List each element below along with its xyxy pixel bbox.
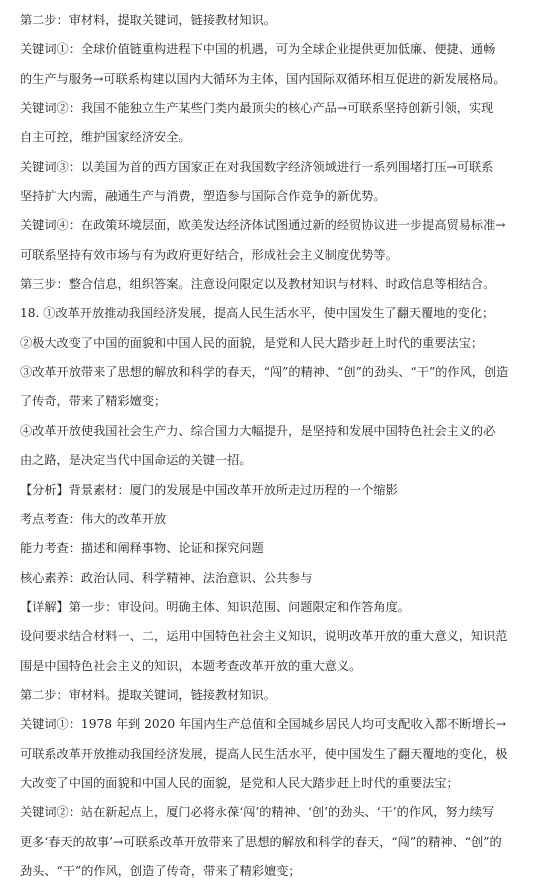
- text-line: 可联系改革开放推动我国经济发展，提高人民生活水平，使中国发生了翻天覆地的变化，极: [20, 746, 508, 761]
- text-line: 【分析】背景素材：厦门的发展是中国改革开放所走过历程的一个缩影: [20, 482, 398, 497]
- text-line: 的生产与服务→可联系构建以国内大循环为主体，国内国际双循环相互促进的新发展格局。: [20, 71, 506, 86]
- text-line: 可联系坚持有效市场与有为政府更好结合，形成社会主义制度优势等。: [20, 247, 398, 262]
- text-line: 由之路，是决定当代中国命运的关键一招。: [20, 453, 252, 468]
- text-line: ④改革开放使我国社会生产力、综合国力大幅提升，是坚持和发展中国特色社会主义的必: [20, 423, 496, 438]
- text-line: ②极大改变了中国的面貌和中国人民的面貌，是党和人民大踏步赶上时代的重要法宝；: [20, 335, 484, 350]
- text-line: 劲头、“干”的作风，创造了传奇，带来了精彩嬗变；: [20, 863, 301, 878]
- text-line: 关键词③：以美国为首的西方国家正在对我国数字经济领域进行一系列围堵打压→可联系: [20, 159, 494, 174]
- text-line: 大改变了中国的面貌和中国人民的面貌，是党和人民大踏步赶上时代的重要法宝；: [20, 775, 459, 790]
- text-line: 能力考查：描述和阐释事物、论证和探究问题: [20, 541, 264, 556]
- text-line: 第二步：审材料，提取关键词，链接教材知识。: [20, 13, 276, 27]
- text-line: 更多‘春天的故事’→可联系改革开放带来了思想的解放和科学的春天，“闯”的精神、“创”的: [20, 834, 502, 849]
- text-line: 关键词④：在政策环境层面，欧美发达经济体试图通过新的经贸协议进一步提高贸易标准→: [20, 218, 506, 233]
- text-line: ③改革开放带来了思想的解放和科学的春天，“闯”的精神、“创”的劲头、“干”的作风，创造: [20, 365, 509, 380]
- text-line: 第三步：整合信息，组织答案。注意设问限定以及教材知识与材料、时政信息等相结合。: [20, 277, 496, 292]
- text-line: 了传奇，带来了精彩嬗变；: [20, 394, 167, 409]
- text-line: 第二步：审材料。提取关键词，链接教材知识。: [20, 687, 276, 702]
- text-line: 关键词①：全球价值链重构进程下中国的机遇，可为全球企业提供更加低廉、便捷、通畅: [20, 42, 496, 57]
- text-line: 自主可控，维护国家经济安全。: [20, 130, 191, 145]
- text-line: 关键词②：站在新起点上，厦门必将永葆‘闯’的精神、‘创’的劲头、‘干’的作风，努力续写: [20, 805, 495, 820]
- text-line: 18. ①改革开放推动我国经济发展，提高人民生活水平，使中国发生了翻天覆地的变化；: [20, 306, 495, 321]
- text-line: 围是中国特色社会主义的知识，本题考查改革开放的重大意义。: [20, 658, 362, 673]
- text-line: 关键词②：我国不能独立生产某些门类内最顶尖的核心产品→可联系坚持创新引领，实现: [20, 101, 494, 116]
- text-line: 核心素养：政治认同、科学精神、法治意识、公共参与: [20, 570, 313, 585]
- text-line: 关键词①：1978 年到 2020 年国内生产总值和全国城乡居民人均可支配收入都不断增长→: [20, 717, 507, 732]
- text-line: 坚持扩大内需，融通生产与消费，塑造参与国际合作竞争的新优势。: [20, 189, 386, 204]
- text-line: 设问要求结合材料一、二，运用中国特色社会主义知识，说明改革开放的重大意义，知识范: [20, 629, 508, 644]
- text-line: 考点考查：伟大的改革开放: [20, 511, 167, 526]
- text-line: 【详解】第一步：审设问。明确主体、知识范围、问题限定和作答角度。: [20, 599, 410, 614]
